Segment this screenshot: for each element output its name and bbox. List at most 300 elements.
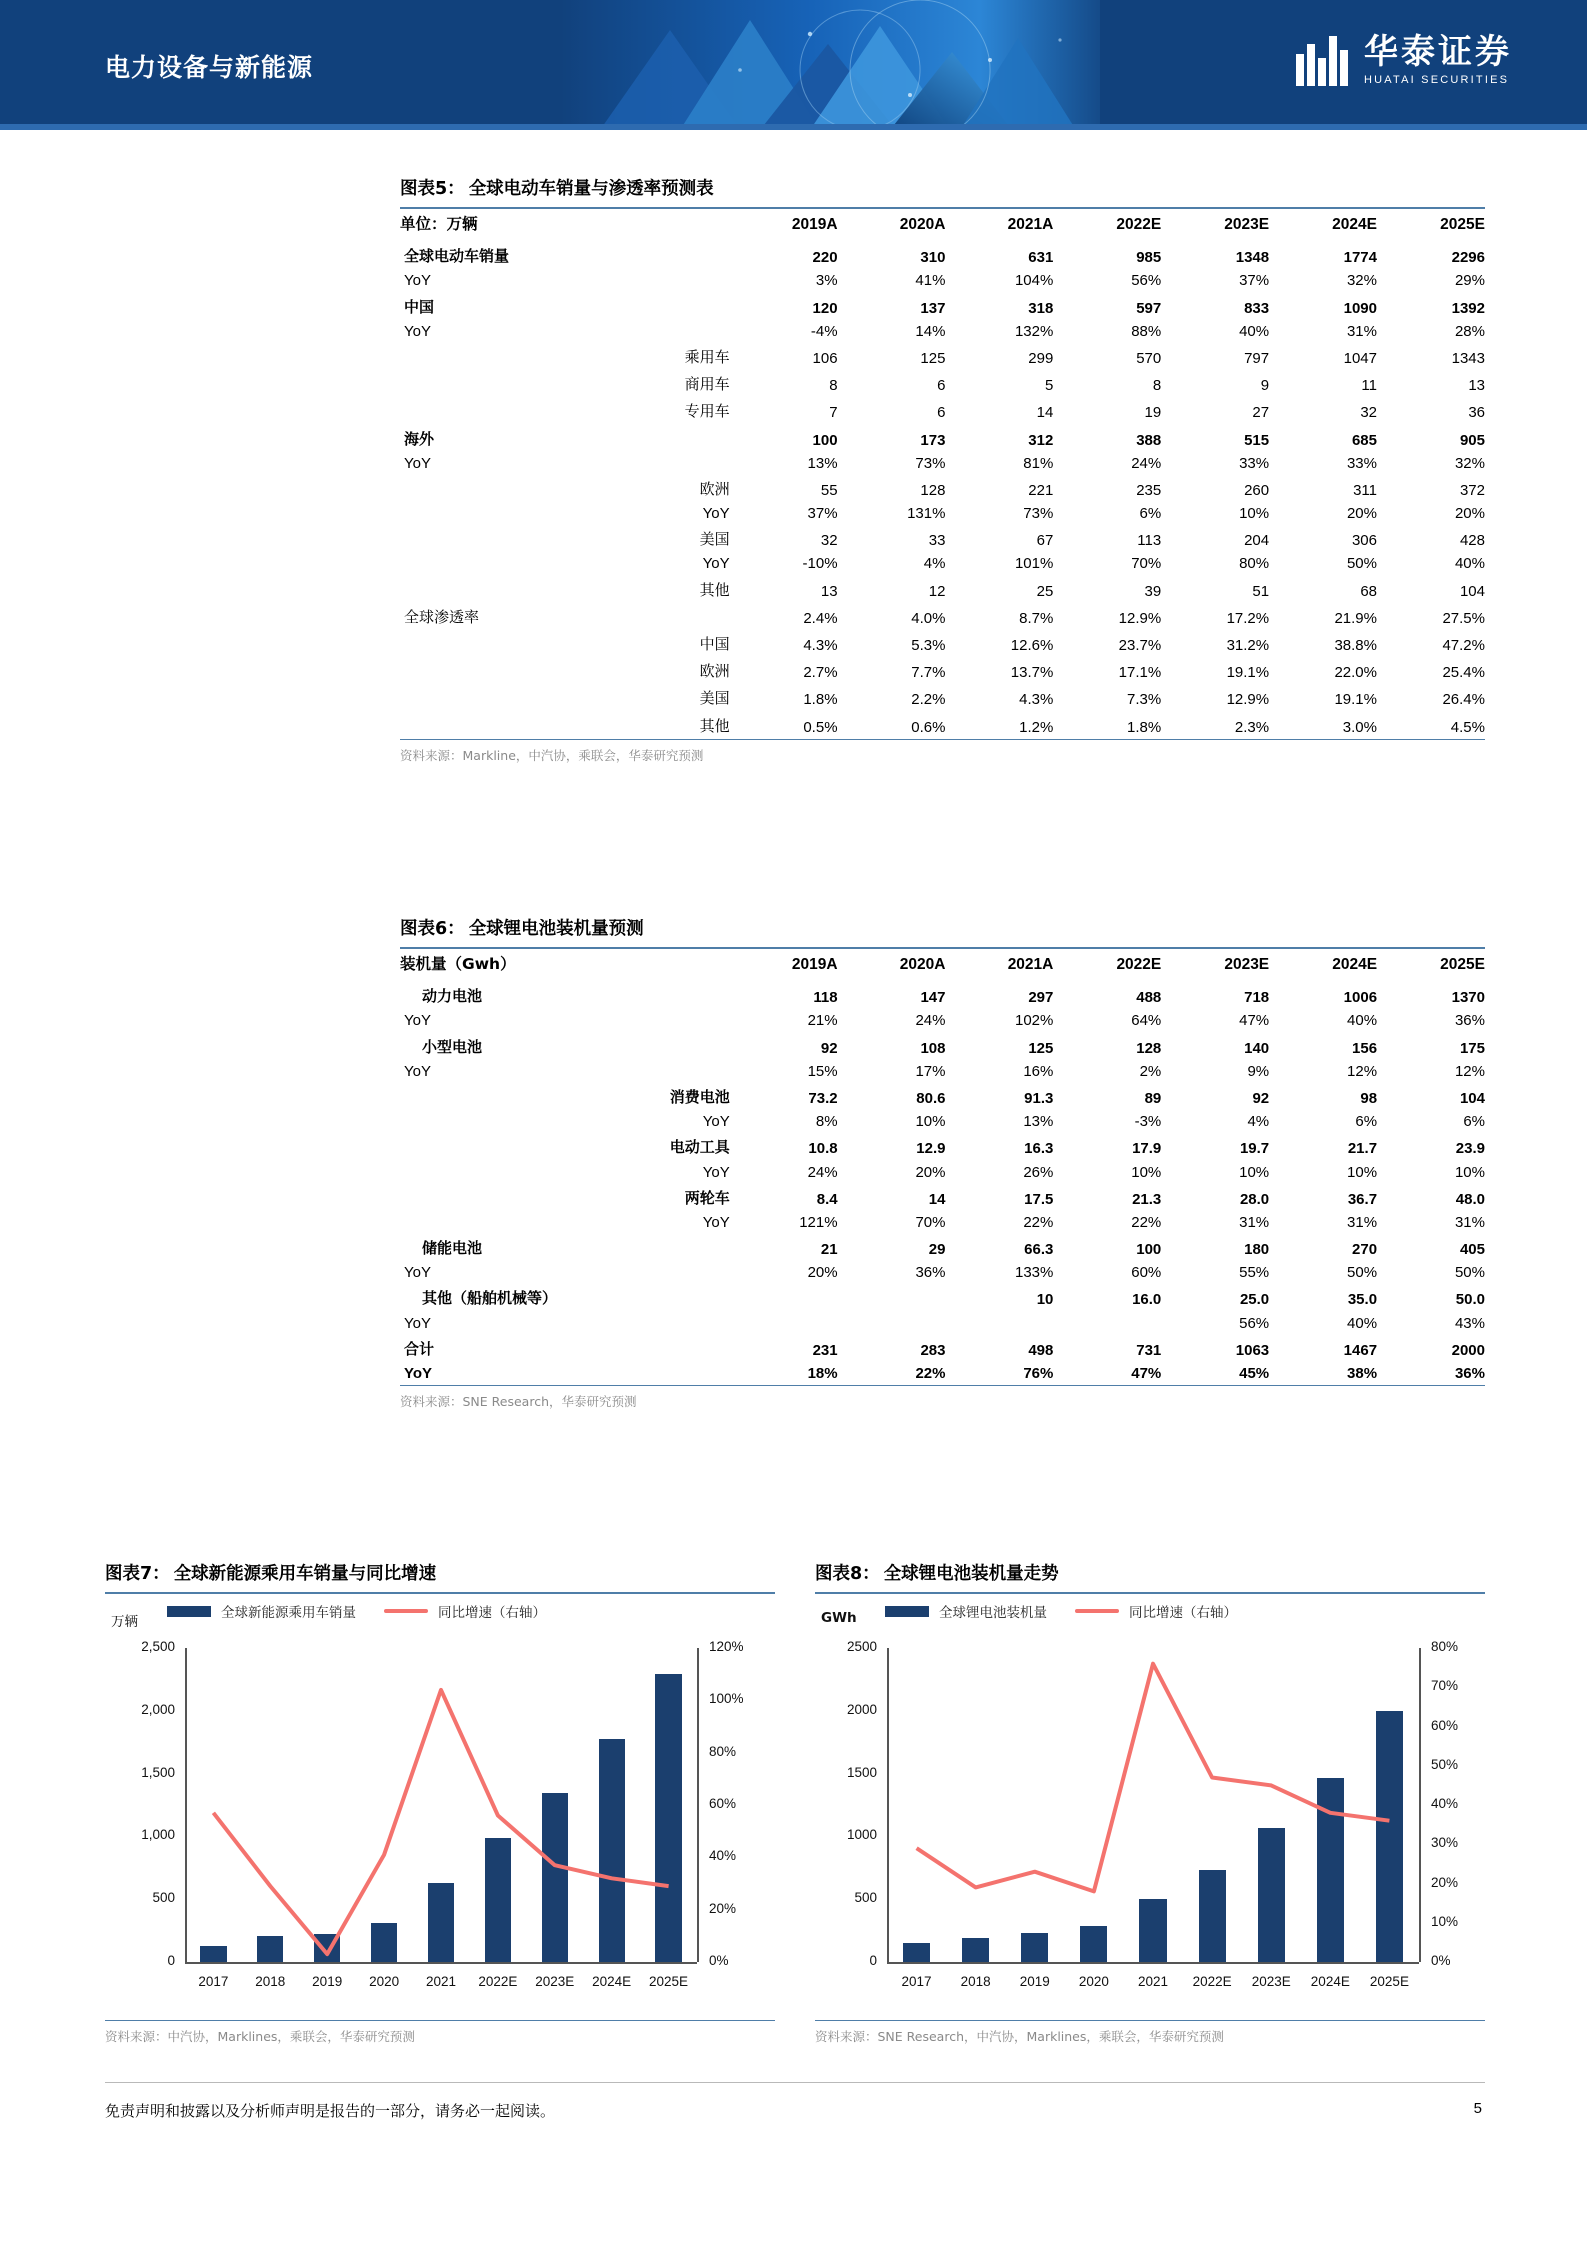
- table-cell: 43%: [1454, 1314, 1485, 1332]
- row-label: 海外: [404, 429, 435, 448]
- table-cell: 905: [1459, 431, 1485, 449]
- table-row: [400, 1083, 1485, 1110]
- table-cell: 631: [1028, 249, 1054, 267]
- table-cell: 1.8%: [803, 691, 838, 709]
- table-cell: 19: [1144, 404, 1162, 422]
- table-cell: 76%: [1023, 1365, 1054, 1382]
- x-axis-tick-label: 2024E: [1310, 1974, 1350, 1989]
- y2-axis-tick-label: 40%: [1431, 1796, 1459, 1811]
- table-row: [400, 475, 1485, 502]
- figure-5-title-text: 全球电动车销量与渗透率预测表: [468, 179, 714, 199]
- table-cell: 50.0: [1455, 1291, 1485, 1309]
- column-header-year: 2021A: [1007, 956, 1054, 974]
- table-cell: 5: [1044, 377, 1054, 395]
- table-cell: 12.9%: [1226, 691, 1270, 709]
- y2-axis-tick-label: 20%: [1431, 1874, 1459, 1890]
- table-cell: 4.5%: [1450, 718, 1485, 736]
- table-row: [400, 1234, 1485, 1261]
- table-cell: [730, 1312, 838, 1335]
- table-cell: 104: [1459, 582, 1485, 600]
- table-cell: 48.0: [1455, 1190, 1485, 1208]
- table-cell: [1053, 1312, 1161, 1335]
- table-cell: 3.0%: [1342, 718, 1377, 736]
- y-axis-tick-label: 1500: [846, 1764, 877, 1780]
- table-cell: 92: [820, 1039, 838, 1057]
- row-label: 美国: [699, 689, 730, 708]
- x-axis-tick-label: 2020: [369, 1974, 400, 1989]
- figure-6-title: [400, 915, 1485, 947]
- table-cell: 73.2: [808, 1089, 838, 1107]
- row-label: 中国: [699, 635, 730, 653]
- column-header-year: 2024E: [1332, 216, 1377, 234]
- table-cell: 131%: [907, 505, 946, 523]
- table-cell: 36%: [1454, 1012, 1485, 1030]
- row-label: 美国: [699, 530, 730, 549]
- x-axis-tick-label: 2025E: [1369, 1974, 1409, 1989]
- footer-rule: [105, 2082, 1485, 2083]
- table-cell: 12.6%: [1010, 637, 1054, 654]
- table-cell: 220: [812, 249, 838, 267]
- table-cell: 56%: [1131, 272, 1162, 290]
- x-axis-tick-label: 2018: [255, 1974, 286, 1989]
- table-cell: 10%: [1454, 1163, 1485, 1181]
- column-header-year: 2025E: [1440, 216, 1485, 234]
- table-row: [400, 1133, 1485, 1160]
- table-row: [400, 711, 1485, 738]
- y2-axis-tick-label: 100%: [709, 1691, 744, 1707]
- x-axis-tick-label: 2019: [1019, 1974, 1050, 1989]
- figure-5-table: [400, 209, 1485, 739]
- x-axis-tick-label: 2023E: [535, 1974, 575, 1989]
- table-header-row: [400, 209, 1485, 242]
- table-cell: 7: [829, 404, 838, 422]
- figure-8-y-axis-unit: GWh: [821, 1610, 857, 1626]
- table-cell: 70%: [915, 1213, 946, 1231]
- table-cell: 56%: [1239, 1314, 1270, 1332]
- column-header-year: 2023E: [1224, 956, 1270, 974]
- table-row: [400, 292, 1485, 319]
- y-axis-tick-label: 2,000: [141, 1701, 175, 1717]
- y2-axis-tick-label: 30%: [1431, 1835, 1459, 1851]
- table-row: [400, 320, 1485, 343]
- page-header-banner: [0, 0, 1587, 130]
- table-cell: 80%: [1239, 555, 1270, 573]
- y2-axis-tick-label: 50%: [1431, 1756, 1459, 1772]
- table-cell: 55%: [1239, 1264, 1270, 1282]
- figure-5-block: [400, 175, 1485, 764]
- table-cell: 31%: [1454, 1213, 1485, 1231]
- table-cell: 4.0%: [911, 609, 946, 627]
- brand-name-cn: 华泰证券: [1364, 31, 1512, 72]
- table-cell: 24%: [915, 1012, 946, 1030]
- table-cell: 98: [1360, 1089, 1378, 1107]
- table-cell: 28%: [1454, 322, 1485, 340]
- figure-6-source: 资料来源：SNE Research，华泰研究预测: [400, 1394, 637, 1410]
- y-axis-tick-label: 1,500: [141, 1764, 175, 1780]
- table-cell: 128: [1136, 1039, 1162, 1057]
- table-row: [400, 1261, 1485, 1284]
- y-axis-tick-label: 0: [869, 1953, 877, 1968]
- table-cell: 91.3: [1024, 1089, 1054, 1107]
- table-cell: 5.3%: [911, 637, 946, 654]
- row-label: 动力电池: [422, 987, 483, 1006]
- y-axis-tick-label: 2,500: [141, 1639, 175, 1654]
- table-cell: 1090: [1343, 299, 1377, 317]
- figure-8-title-text: 全球锂电池装机量走势: [883, 1564, 1059, 1584]
- chart-bar: [1258, 1828, 1285, 1962]
- table-cell: 175: [1459, 1039, 1485, 1057]
- table-cell: 6: [937, 377, 946, 395]
- table-cell: 25: [1036, 582, 1054, 600]
- table-cell: 15%: [807, 1062, 838, 1080]
- x-axis-line: [887, 1962, 1419, 1964]
- table-cell: 498: [1028, 1341, 1054, 1359]
- table-cell: 8: [1152, 377, 1162, 395]
- table-cell: 132%: [1014, 322, 1054, 340]
- table-row: [400, 1284, 1485, 1311]
- table-cell: 2.7%: [803, 664, 838, 682]
- table-cell: 428: [1459, 532, 1485, 550]
- figure-7-canvas: [105, 1634, 775, 2006]
- table-row: [400, 1060, 1485, 1083]
- table-cell: 89: [1144, 1089, 1162, 1107]
- table-cell: 32%: [1346, 272, 1377, 290]
- x-axis-tick-label: 2021: [1137, 1974, 1169, 1989]
- table-cell: 40%: [1239, 322, 1270, 340]
- table-cell: 68: [1360, 582, 1377, 600]
- figure-7-y-axis-unit: 万辆: [111, 1614, 138, 1630]
- table-row: [400, 1211, 1485, 1234]
- x-axis-tick-label: 2022E: [478, 1974, 518, 1989]
- chart-bar: [542, 1793, 568, 1962]
- y2-axis-tick-label: 80%: [709, 1743, 737, 1759]
- legend-bar-label: 全球新能源乘用车销量: [221, 1605, 356, 1621]
- row-label: YoY: [404, 1012, 431, 1030]
- row-label: 乘用车: [684, 347, 730, 366]
- table-cell: 36.7: [1347, 1190, 1378, 1208]
- table-cell: 70%: [1131, 555, 1162, 573]
- table-cell: 121%: [799, 1213, 838, 1231]
- figure-8-canvas: [815, 1634, 1485, 2006]
- figure-8-title: [815, 1560, 1485, 1592]
- row-label: YoY: [404, 1264, 431, 1282]
- table-row: [400, 269, 1485, 292]
- figure-7-source: 资料来源：中汽协，Marklines，乘联会，华泰研究预测: [105, 2029, 415, 2044]
- table-cell: 39: [1144, 582, 1162, 600]
- table-cell: 731: [1136, 1341, 1162, 1359]
- table-cell: 140: [1244, 1039, 1270, 1057]
- y-axis-tick-label: 500: [152, 1890, 175, 1906]
- column-header-label: 单位：万辆: [400, 215, 478, 234]
- table-cell: 8%: [815, 1113, 838, 1131]
- table-cell: 17.5: [1024, 1190, 1054, 1208]
- table-cell: 16.0: [1132, 1291, 1162, 1309]
- y-axis-tick-label: 1,000: [141, 1827, 175, 1843]
- table-cell: 718: [1244, 989, 1270, 1007]
- table-cell: 12.9: [916, 1140, 946, 1158]
- table-cell: 306: [1351, 532, 1377, 550]
- table-cell: 515: [1244, 431, 1270, 449]
- row-label: 全球渗透率: [404, 607, 480, 626]
- table-row: [400, 576, 1485, 603]
- table-cell: 25.4%: [1442, 664, 1485, 682]
- row-label: YoY: [404, 1314, 431, 1332]
- y-axis-line: [887, 1648, 889, 1962]
- row-label: 其他: [699, 580, 730, 599]
- table-cell: 2000: [1451, 1341, 1485, 1359]
- table-cell: 283: [920, 1341, 946, 1359]
- brand-name-en: HUATAI SECURITIES: [1364, 73, 1510, 86]
- row-label: 欧洲: [699, 662, 730, 681]
- y2-axis-line: [1419, 1648, 1421, 1962]
- table-cell: 10%: [1131, 1163, 1162, 1181]
- table-cell: 20%: [1346, 505, 1377, 523]
- table-cell: 9: [1260, 377, 1270, 395]
- figure-8-legend: [885, 1600, 1485, 1622]
- chart-bar: [485, 1838, 511, 1962]
- table-cell: 66.3: [1024, 1241, 1054, 1259]
- x-axis-tick-label: 2022E: [1192, 1974, 1232, 1989]
- row-label: 其他: [699, 716, 730, 735]
- table-cell: 73%: [1023, 505, 1054, 523]
- table-cell: 6%: [1463, 1113, 1485, 1131]
- table-row: [400, 343, 1485, 370]
- table-cell: 31.2%: [1226, 637, 1270, 654]
- table-cell: 20%: [915, 1163, 946, 1181]
- table-cell: 118: [813, 989, 838, 1007]
- table-cell: 10%: [1239, 1163, 1270, 1181]
- figure-8-top-rule: [815, 1592, 1485, 1594]
- row-label: 小型电池: [422, 1037, 483, 1056]
- table-row: [400, 242, 1485, 269]
- figure-7-title-text: 全球新能源乘用车销量与同比增速: [173, 1564, 437, 1584]
- row-label: YoY: [404, 454, 431, 472]
- table-cell: 67: [1036, 532, 1054, 550]
- table-cell: 45%: [1239, 1365, 1270, 1382]
- table-cell: 21.7: [1347, 1140, 1378, 1158]
- table-cell: 2.3%: [1234, 718, 1270, 736]
- x-axis-tick-label: 2017: [198, 1974, 229, 1989]
- table-cell: 21.9%: [1334, 609, 1377, 627]
- legend-bar-swatch: [167, 1606, 211, 1617]
- table-cell: 1047: [1343, 349, 1377, 367]
- table-cell: [838, 1284, 946, 1311]
- table-cell: 19.7: [1239, 1140, 1270, 1158]
- chart-bar: [428, 1883, 454, 1962]
- row-label: 储能电池: [422, 1239, 483, 1258]
- figure-5-source: 资料来源：Markline，中汽协，乘联会，华泰研究预测: [400, 747, 704, 763]
- row-label: 全球电动车销量: [404, 247, 510, 266]
- table-cell: 10: [1036, 1291, 1054, 1309]
- figure-7-title: [105, 1560, 775, 1592]
- row-label: 专用车: [684, 402, 730, 421]
- table-cell: 108: [920, 1039, 946, 1057]
- table-cell: 36: [1468, 404, 1485, 422]
- table-cell: 318: [1028, 299, 1054, 317]
- row-label: YoY: [702, 1113, 730, 1131]
- table-cell: 102%: [1015, 1012, 1054, 1030]
- table-cell: 80.6: [916, 1089, 946, 1107]
- table-cell: 50%: [1347, 1264, 1378, 1282]
- row-label: 两轮车: [684, 1188, 730, 1207]
- row-label: 其他（船舶机械等）: [422, 1289, 558, 1308]
- table-cell: 73%: [915, 454, 946, 472]
- table-row: [400, 452, 1485, 475]
- table-row: [400, 603, 1485, 630]
- row-label: YoY: [702, 555, 730, 573]
- table-cell: 13: [820, 582, 838, 600]
- table-cell: 100: [1136, 1241, 1162, 1259]
- table-cell: 125: [1028, 1039, 1054, 1057]
- table-row: [400, 1032, 1485, 1059]
- table-cell: 4%: [1247, 1113, 1270, 1131]
- table-cell: 221: [1028, 481, 1054, 499]
- row-label: YoY: [404, 322, 431, 340]
- banner-decorative-art: [560, 0, 1120, 130]
- table-cell: 685: [1351, 431, 1377, 449]
- table-cell: 21.3: [1132, 1190, 1162, 1208]
- table-cell: 125: [920, 349, 946, 367]
- footer-disclaimer: 免责声明和披露以及分析师声明是报告的一部分，请务必一起阅读。: [105, 2102, 556, 2120]
- table-cell: 488: [1136, 989, 1162, 1007]
- table-cell: 0.5%: [803, 718, 838, 736]
- table-cell: 1370: [1451, 989, 1485, 1007]
- chart-bar: [655, 1674, 681, 1962]
- y2-axis-tick-label: 70%: [1431, 1678, 1459, 1694]
- table-cell: 7.3%: [1127, 691, 1162, 709]
- table-cell: 36%: [1454, 1365, 1485, 1382]
- table-cell: 17%: [915, 1062, 946, 1080]
- table-cell: 1774: [1343, 249, 1377, 267]
- row-label: YoY: [702, 1213, 730, 1231]
- figure-8-block: [815, 1560, 1485, 2045]
- row-label: YoY: [404, 272, 431, 290]
- table-cell: 6%: [1355, 1113, 1378, 1131]
- table-cell: 17.2%: [1226, 609, 1270, 627]
- y-axis-tick-label: 2000: [846, 1701, 877, 1717]
- table-cell: 35.0: [1347, 1291, 1378, 1309]
- table-cell: 101%: [1014, 555, 1054, 573]
- x-axis-tick-label: 2020: [1078, 1974, 1109, 1989]
- figure-6-title-text: 全球锂电池装机量预测: [468, 919, 644, 939]
- table-cell: 40%: [1347, 1012, 1378, 1030]
- table-cell: [945, 1312, 1053, 1335]
- chart-bar: [1080, 1926, 1107, 1962]
- table-cell: 388: [1136, 431, 1162, 449]
- table-cell: 1467: [1343, 1341, 1378, 1359]
- table-cell: 27: [1252, 404, 1270, 422]
- table-row: [400, 1184, 1485, 1211]
- figure-7-top-rule: [105, 1592, 775, 1594]
- table-row: [400, 552, 1485, 575]
- table-cell: 8.7%: [1019, 609, 1054, 627]
- table-cell: 51: [1252, 582, 1270, 600]
- table-cell: 64%: [1131, 1012, 1162, 1030]
- table-cell: 1343: [1451, 349, 1485, 367]
- y2-axis-tick-label: 80%: [1431, 1639, 1459, 1654]
- row-label: 消费电池: [669, 1087, 730, 1106]
- table-cell: [730, 1284, 838, 1311]
- y2-axis-tick-label: 120%: [709, 1639, 744, 1654]
- brand-logo: [1294, 32, 1512, 88]
- table-cell: 797: [1244, 349, 1270, 367]
- table-row: [400, 1009, 1485, 1032]
- chart-bar: [1199, 1870, 1226, 1962]
- table-cell: 32: [820, 532, 838, 550]
- table-cell: 372: [1459, 481, 1485, 499]
- x-axis-tick-label: 2024E: [592, 1974, 632, 1989]
- table-cell: 833: [1244, 299, 1270, 317]
- figure-8-source: 资料来源：SNE Research，中汽协，Marklines，乘联会，华泰研究预测: [815, 2029, 1224, 2044]
- table-row: [400, 630, 1485, 657]
- table-cell: 270: [1352, 1241, 1378, 1259]
- table-cell: 23.9: [1455, 1140, 1485, 1158]
- y2-axis-tick-label: 0%: [1431, 1953, 1451, 1968]
- x-axis-tick-label: 2021: [425, 1974, 456, 1989]
- legend-bar-swatch: [885, 1606, 929, 1617]
- y-axis-tick-label: 1000: [846, 1827, 877, 1843]
- table-cell: 29%: [1454, 272, 1485, 290]
- table-cell: 31%: [1347, 1213, 1378, 1231]
- table-cell: 297: [1028, 989, 1054, 1007]
- figure-6-table: [400, 949, 1485, 1385]
- table-cell: 22%: [915, 1365, 946, 1382]
- table-cell: 40%: [1454, 555, 1485, 573]
- chart-bar: [371, 1923, 397, 1962]
- table-row: [400, 1362, 1485, 1385]
- table-row: [400, 1312, 1485, 1335]
- table-cell: 133%: [1015, 1264, 1054, 1282]
- figure-7-plot-area: [105, 1600, 775, 2020]
- table-cell: 40%: [1347, 1314, 1378, 1332]
- huatai-logo-icon: [1294, 32, 1350, 88]
- table-cell: 12.9%: [1118, 609, 1162, 627]
- row-label: YoY: [702, 1163, 730, 1181]
- column-header-label: 装机量（Gwh）: [400, 955, 516, 974]
- table-cell: 32: [1360, 404, 1377, 422]
- table-cell: 19.1%: [1334, 691, 1377, 709]
- table-cell: 33%: [1239, 454, 1270, 472]
- table-cell: 26%: [1023, 1163, 1054, 1181]
- table-cell: 137: [920, 299, 946, 317]
- table-cell: 16.3: [1024, 1140, 1054, 1158]
- column-header-year: 2023E: [1224, 216, 1270, 234]
- table-cell: 4.3%: [1019, 691, 1054, 709]
- table-cell: 260: [1244, 481, 1270, 499]
- table-cell: 985: [1136, 249, 1162, 267]
- table-cell: 13%: [1023, 1113, 1054, 1131]
- row-label: 欧洲: [699, 479, 730, 498]
- column-header-year: 2025E: [1440, 956, 1485, 974]
- table-cell: 311: [1353, 481, 1377, 499]
- table-cell: 235: [1136, 481, 1162, 499]
- table-cell: 173: [920, 431, 946, 449]
- table-cell: 120: [812, 299, 838, 317]
- table-cell: 3%: [815, 272, 838, 290]
- table-cell: 8.4: [816, 1190, 838, 1208]
- table-cell: 60%: [1131, 1264, 1162, 1282]
- table-cell: 104: [1459, 1089, 1485, 1107]
- table-cell: 1006: [1343, 989, 1378, 1007]
- table-cell: 25.0: [1239, 1291, 1270, 1309]
- table-cell: 12%: [1347, 1062, 1378, 1080]
- row-label: 合计: [404, 1339, 435, 1358]
- table-cell: 47%: [1239, 1012, 1270, 1030]
- legend-line-swatch: [1075, 1609, 1119, 1613]
- figure-8-label: 图表8：: [815, 1564, 880, 1584]
- banner-bottom-rule: [0, 124, 1587, 130]
- table-cell: 31%: [1239, 1213, 1270, 1231]
